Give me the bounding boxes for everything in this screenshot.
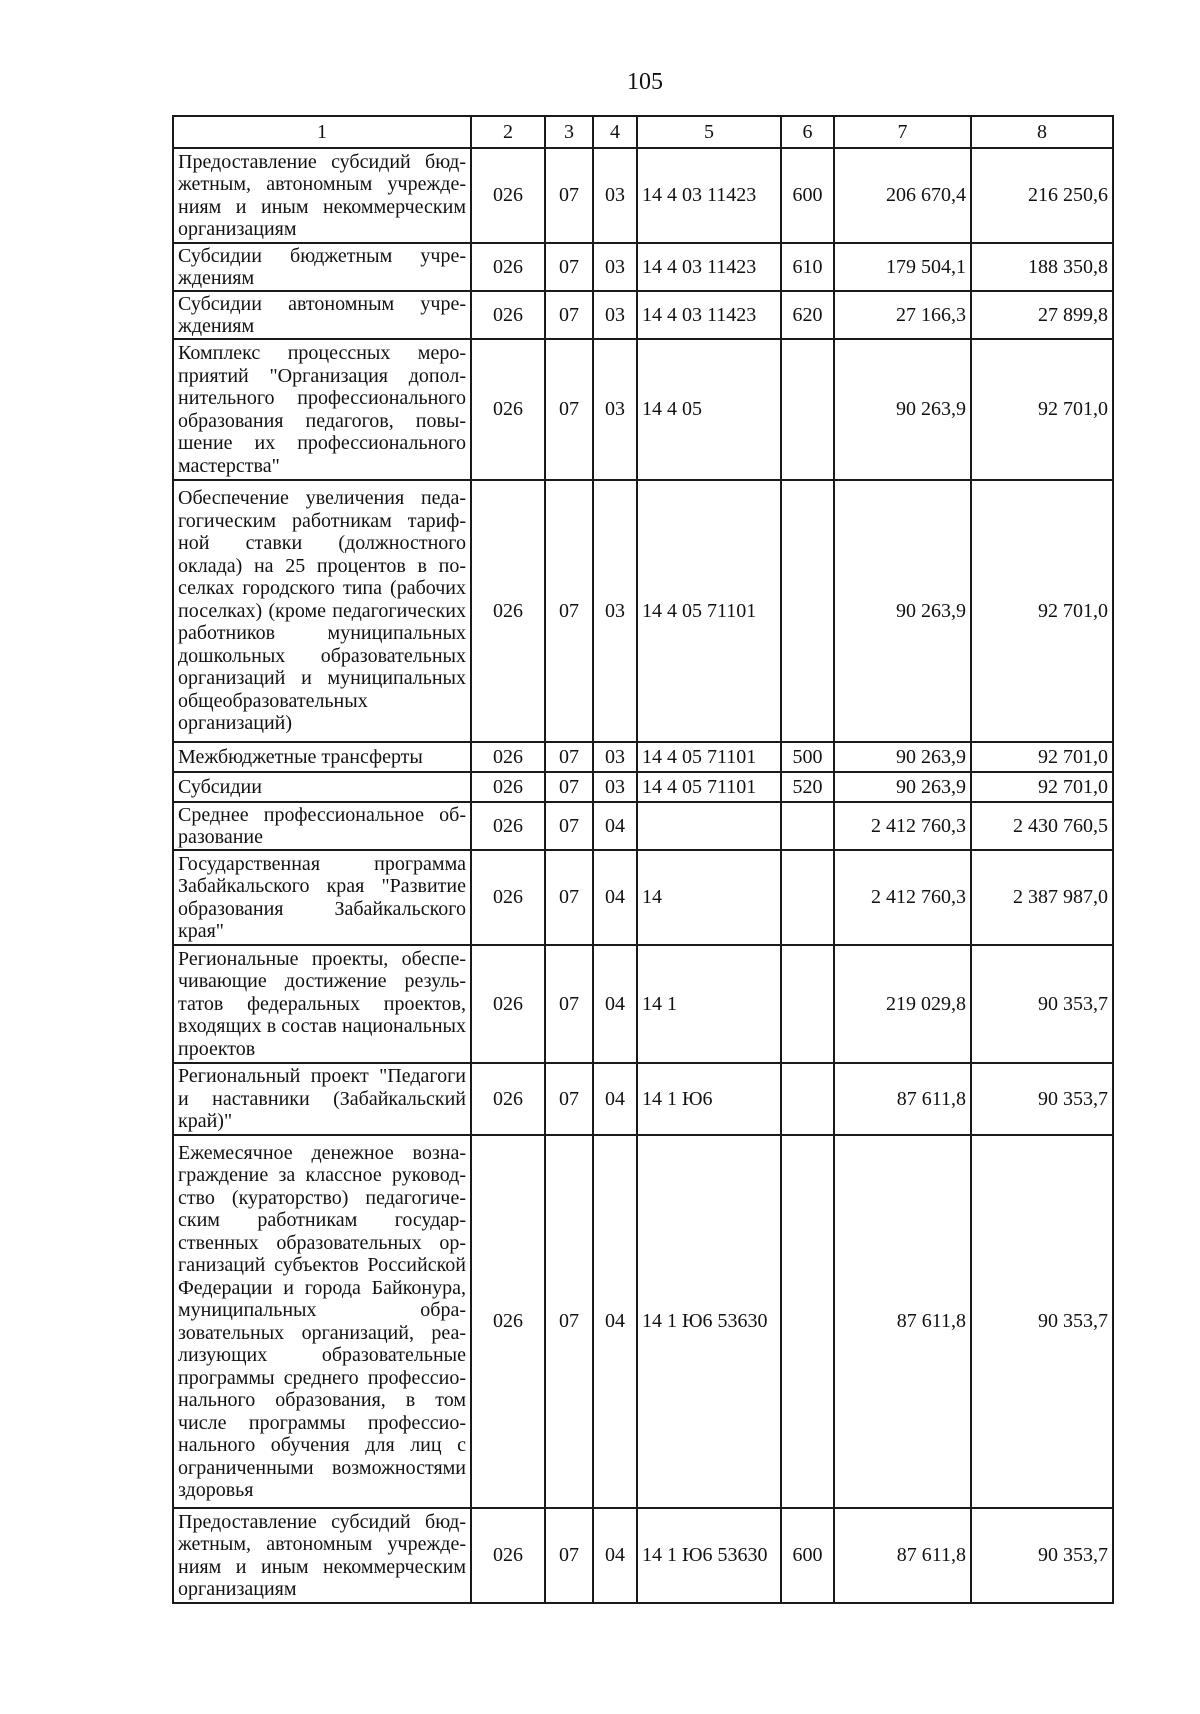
row-sum-1-cell: 90 263,9	[834, 480, 971, 742]
row-pr-cell: 03	[593, 742, 637, 772]
row-sum-2-cell: 92 701,0	[971, 480, 1113, 742]
row-name-cell: Предоставление субсидий бюджетным, автономным учреждениям и иным некоммерческим организациям	[173, 1508, 471, 1603]
row-grbs-cell: 026	[471, 1135, 545, 1508]
row-vr-cell	[781, 850, 834, 945]
row-name-cell: Субсидии	[173, 772, 471, 802]
row-grbs-cell: 026	[471, 1063, 545, 1135]
row-sum-1-cell: 27 166,3	[834, 291, 971, 339]
row-pr-cell: 03	[593, 339, 637, 480]
row-sum-1-cell: 87 611,8	[834, 1135, 971, 1508]
row-sum-2-cell: 90 353,7	[971, 1135, 1113, 1508]
table-header-row	[173, 116, 1113, 148]
row-sum-2-cell: 2 430 760,5	[971, 802, 1113, 850]
table-row	[173, 1135, 1113, 1508]
row-sum-1-cell: 206 670,4	[834, 148, 971, 243]
row-csr-cell: 14 1 Ю6 53630	[637, 1508, 781, 1603]
row-pr-cell: 03	[593, 243, 637, 291]
row-pr-cell: 04	[593, 802, 637, 850]
row-pr-cell: 04	[593, 945, 637, 1063]
row-sum-1-cell: 179 504,1	[834, 243, 971, 291]
table-row	[173, 945, 1113, 1063]
row-name-cell: Комплекс процессных мероприятий "Организация дополнительного профессионального образования педагогов, повышение их профессионального мастерства"	[173, 339, 471, 480]
row-vr-cell: 500	[781, 742, 834, 772]
row-sum-2-cell: 92 701,0	[971, 742, 1113, 772]
row-vr-cell	[781, 945, 834, 1063]
row-csr-cell: 14 1 Ю6	[637, 1063, 781, 1135]
row-name-cell: Среднее профессиональное образование	[173, 802, 471, 850]
row-sum-2-cell: 27 899,8	[971, 291, 1113, 339]
row-vr-cell: 620	[781, 291, 834, 339]
row-vr-cell	[781, 339, 834, 480]
row-name-cell: Межбюджетные трансферты	[173, 742, 471, 772]
row-csr-cell: 14 4 03 11423	[637, 148, 781, 243]
table-row	[173, 772, 1113, 802]
row-name-cell: Обеспечение увеличения педагогическим работникам тарифной ставки (должностного оклада) на 25 процентов в поселках городского типа (рабочих поселках) (кроме педагогических работников муниципальных дошкольных образовательных организаций и муниципальных общеобразовательных организаций)	[173, 480, 471, 742]
row-pr-cell: 03	[593, 291, 637, 339]
row-grbs-cell: 026	[471, 480, 545, 742]
column-header-sum-2: 8	[971, 116, 1113, 148]
row-csr-cell: 14 4 05 71101	[637, 480, 781, 742]
row-pr-cell: 03	[593, 480, 637, 742]
table-row	[173, 802, 1113, 850]
row-sum-2-cell: 188 350,8	[971, 243, 1113, 291]
row-grbs-cell: 026	[471, 772, 545, 802]
row-rz-cell: 07	[545, 772, 593, 802]
row-pr-cell: 04	[593, 1063, 637, 1135]
column-header-name: 1	[173, 116, 471, 148]
table-row	[173, 291, 1113, 339]
row-rz-cell: 07	[545, 1135, 593, 1508]
row-pr-cell: 04	[593, 1508, 637, 1603]
row-rz-cell: 07	[545, 945, 593, 1063]
row-grbs-cell: 026	[471, 291, 545, 339]
row-grbs-cell: 026	[471, 742, 545, 772]
row-name-cell: Субсидии автономным учреждениям	[173, 291, 471, 339]
row-rz-cell: 07	[545, 243, 593, 291]
row-sum-2-cell: 92 701,0	[971, 339, 1113, 480]
row-rz-cell: 07	[545, 339, 593, 480]
row-csr-cell: 14 4 05 71101	[637, 772, 781, 802]
row-pr-cell: 04	[593, 1135, 637, 1508]
row-vr-cell: 600	[781, 1508, 834, 1603]
row-csr-cell: 14 4 05	[637, 339, 781, 480]
row-name-cell: Предоставление субсидий бюджетным, автономным учреждениям и иным некоммерческим организациям	[173, 148, 471, 243]
row-grbs-cell: 026	[471, 339, 545, 480]
row-csr-cell: 14 1	[637, 945, 781, 1063]
row-sum-1-cell: 90 263,9	[834, 742, 971, 772]
table-row	[173, 480, 1113, 742]
row-sum-2-cell: 90 353,7	[971, 1508, 1113, 1603]
column-header-grbs: 2	[471, 116, 545, 148]
row-vr-cell	[781, 480, 834, 742]
row-vr-cell	[781, 1135, 834, 1508]
row-sum-1-cell: 219 029,8	[834, 945, 971, 1063]
table-row	[173, 742, 1113, 772]
row-rz-cell: 07	[545, 1063, 593, 1135]
row-vr-cell: 600	[781, 148, 834, 243]
row-rz-cell: 07	[545, 850, 593, 945]
row-rz-cell: 07	[545, 148, 593, 243]
row-name-cell: Субсидии бюджетным учреждениям	[173, 243, 471, 291]
row-sum-2-cell: 90 353,7	[971, 945, 1113, 1063]
row-sum-2-cell: 2 387 987,0	[971, 850, 1113, 945]
row-sum-1-cell: 87 611,8	[834, 1508, 971, 1603]
row-csr-cell: 14	[637, 850, 781, 945]
row-grbs-cell: 026	[471, 802, 545, 850]
row-pr-cell: 03	[593, 148, 637, 243]
row-csr-cell: 14 4 05 71101	[637, 742, 781, 772]
row-rz-cell: 07	[545, 480, 593, 742]
row-sum-1-cell: 90 263,9	[834, 772, 971, 802]
row-name-cell: Ежемесячное денежное вознаграждение за классное руководство (кураторство) педагогическим работникам государственных образовательных организаций субъектов Российской Федерации и города Байконура, муниципальных образовательных организаций, реализующих образовательные программы среднего профессионального образования, в том числе программы профессионального обучения для лиц с ограниченными возможностями здоровья	[173, 1135, 471, 1508]
row-sum-1-cell: 90 263,9	[834, 339, 971, 480]
budget-table	[172, 115, 1114, 1604]
row-vr-cell: 610	[781, 243, 834, 291]
table-row	[173, 1063, 1113, 1135]
column-header-rz: 3	[545, 116, 593, 148]
table-row	[173, 850, 1113, 945]
column-header-vr: 6	[781, 116, 834, 148]
row-pr-cell: 04	[593, 850, 637, 945]
row-csr-cell: 14 4 03 11423	[637, 243, 781, 291]
table-row	[173, 243, 1113, 291]
row-grbs-cell: 026	[471, 945, 545, 1063]
row-csr-cell: 14 1 Ю6 53630	[637, 1135, 781, 1508]
table-row	[173, 1508, 1113, 1603]
row-pr-cell: 03	[593, 772, 637, 802]
row-rz-cell: 07	[545, 291, 593, 339]
row-grbs-cell: 026	[471, 1508, 545, 1603]
row-vr-cell	[781, 1063, 834, 1135]
column-header-csr: 5	[637, 116, 781, 148]
row-sum-2-cell: 216 250,6	[971, 148, 1113, 243]
table-row	[173, 148, 1113, 243]
row-grbs-cell: 026	[471, 850, 545, 945]
page-number: 105	[627, 69, 663, 95]
row-sum-2-cell: 92 701,0	[971, 772, 1113, 802]
row-sum-1-cell: 2 412 760,3	[834, 802, 971, 850]
column-header-sum-1: 7	[834, 116, 971, 148]
row-name-cell: Региональные проекты, обеспечивающие достижение результатов федеральных проектов, входящих в состав национальных проектов	[173, 945, 471, 1063]
row-sum-2-cell: 90 353,7	[971, 1063, 1113, 1135]
row-name-cell: Региональный проект "Педагоги и наставники (Забайкальский край)"	[173, 1063, 471, 1135]
row-vr-cell	[781, 802, 834, 850]
row-rz-cell: 07	[545, 802, 593, 850]
row-name-cell: Государственная программа Забайкальского края "Развитие образования Забайкальского края"	[173, 850, 471, 945]
table-row	[173, 339, 1113, 480]
row-vr-cell: 520	[781, 772, 834, 802]
row-grbs-cell: 026	[471, 243, 545, 291]
row-rz-cell: 07	[545, 742, 593, 772]
row-csr-cell: 14 4 03 11423	[637, 291, 781, 339]
row-sum-1-cell: 2 412 760,3	[834, 850, 971, 945]
row-rz-cell: 07	[545, 1508, 593, 1603]
row-grbs-cell: 026	[471, 148, 545, 243]
column-header-pr: 4	[593, 116, 637, 148]
row-csr-cell	[637, 802, 781, 850]
row-sum-1-cell: 87 611,8	[834, 1063, 971, 1135]
